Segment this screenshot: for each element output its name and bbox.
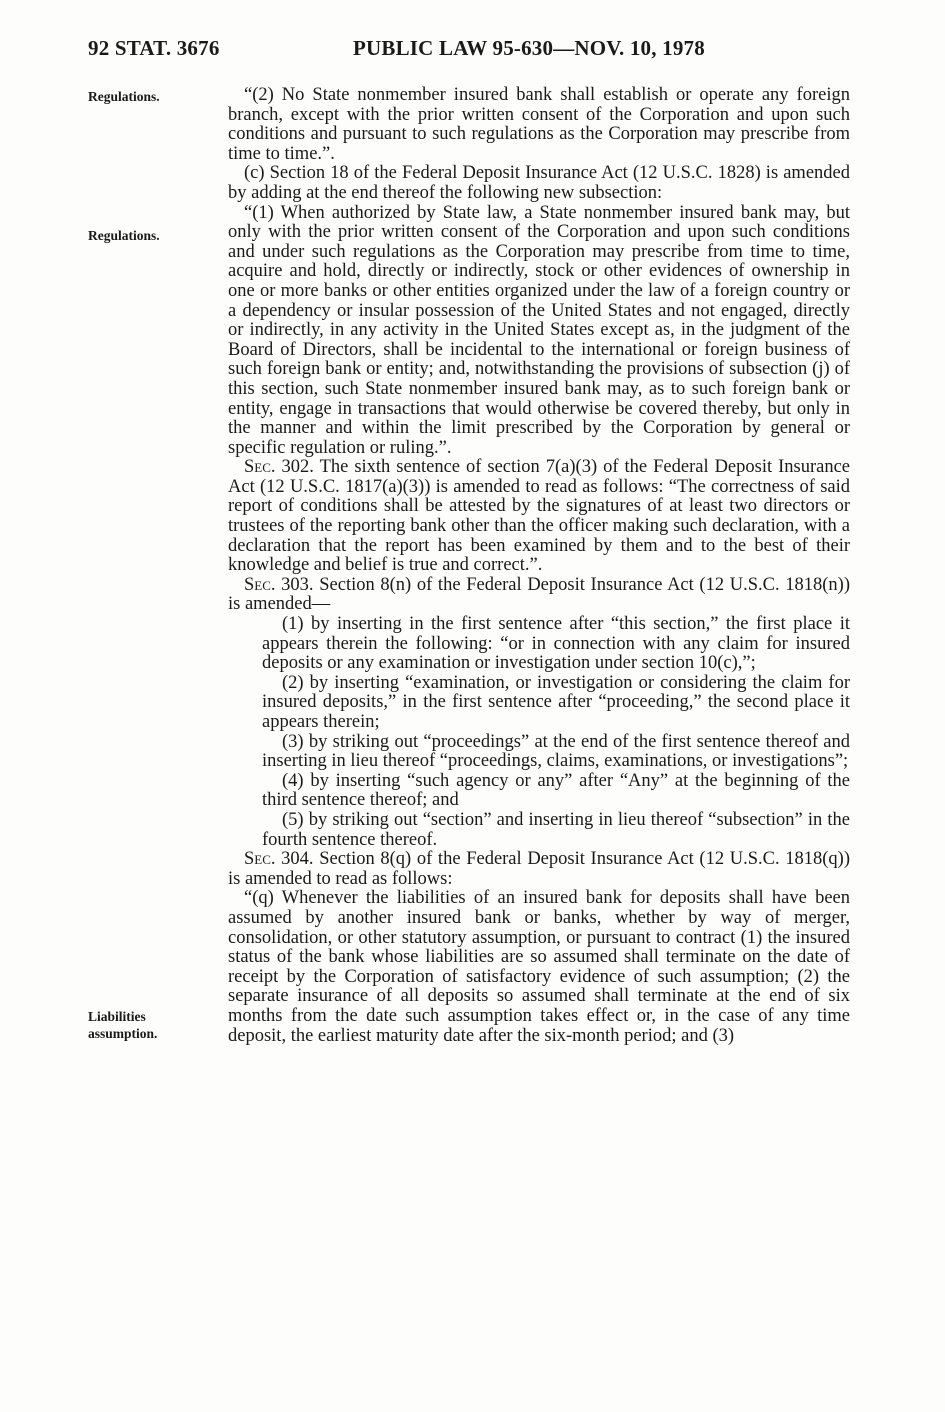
paragraph-sec-304 xyxy=(228,850,850,889)
paragraph-section-18-amendment: (c) Section 18 of the Federal Deposit Insurance Act (12 U.S.C. 1828) is amended by adding at the end thereof the following new subsection: xyxy=(228,163,850,203)
sec-303-item-5: (5) by striking out “section” and inserting in lieu thereof “subsection” in the fourth sentence thereof. xyxy=(262,809,850,850)
margin-note-liabilities-line2: assumption. xyxy=(88,1026,158,1041)
margin-note-regulations-2: Regulations. xyxy=(88,228,160,243)
sec-303-label: Sec. 303. xyxy=(244,574,314,595)
paragraph-sec-302 xyxy=(228,458,850,576)
sec-303-text: Section 8(n) of the Federal Deposit Insurance Act (12 U.S.C. 1818(n)) is amended— xyxy=(228,574,851,615)
body-text xyxy=(228,86,850,1046)
sec-303-item-2: (2) by inserting “examination, or investigation or considering the claim for insured deposits,” in the first sentence after “proceeding,” the second place it appears therein; xyxy=(262,672,850,732)
margin-note-liabilities xyxy=(88,1008,208,1042)
sec-302-text: The sixth sentence of section 7(a)(3) of the Federal Deposit Insurance Act (12 U.S.C. 1817(a)(3)) is amended to read as follows: “The correctness of said report of conditions shall be attested by the signatures of at least two directors or trustees of the reporting bank other than the officer making such declaration, with a declaration that the report has been examined by them and to the best of their knowledge and belief is true and correct.”. xyxy=(228,457,851,576)
sec-303-item-1: (1) by inserting in the first sentence after “this section,” the first place it appears therein the following: “or in connection with any claim for insured deposits or any examination or investigation under section 10(c),”; xyxy=(262,614,850,674)
margin-note-regulations-1: Regulations. xyxy=(88,89,160,104)
sec-303-item-4: (4) by inserting “such agency or any” after “Any” at the beginning of the third sentence thereof; and xyxy=(262,770,850,811)
sec-302-label: Sec. 302. xyxy=(244,457,314,478)
margin-note-liabilities-line1: Liabilities xyxy=(88,1009,146,1024)
paragraph-sec-303 xyxy=(228,576,850,615)
public-law-title: PUBLIC LAW 95-630—NOV. 10, 1978 xyxy=(353,36,705,60)
paragraph-subsection-l: “(1) When authorized by State law, a State nonmember insured bank may, but only with the prior written consent of the Corporation and upon such conditions and under such regulations as the Corporation may prescribe from time to time, acquire and hold, directly or indirectly, stock or other evidences of ownership in one or more banks or other entities organized under the law of a foreign country or a dependency or insular possession of the United States and not engaged, directly or indirectly, in any activity in the United States except as, in the judgment of the Board of Directors, shall be incidental to the international or foreign business of such foreign bank or entity; and, notwithstanding the provisions of subsection (j) of this section, such State nonmember insured bank may, as to such foreign bank or entity, engage in transactions that would otherwise be covered thereby, but only in the manner and within the limit prescribed by the Corporation by general or specific regulation or ruling.”. xyxy=(228,202,850,458)
page-header xyxy=(88,36,858,66)
paragraph-subsection-q: “(q) Whenever the liabilities of an insured bank for deposits shall have been assumed by another insured bank or banks, whether by way of merger, consolidation, or other statutory assumption, or pursuant to contract (1) the insured status of the bank whose liabilities are so assumed shall terminate on the date of receipt by the Corporation of satisfactory evidence of such assumption; (2) the separate insurance of all deposits so assumed shall terminate at the end of six months from the date such assumption takes effect or, in the case of any time deposit, the earliest maturity date after the six-month period; and (3) xyxy=(228,888,850,1046)
sec-303-item-3: (3) by striking out “proceedings” at the end of the first sentence thereof and inserting in lieu thereof “proceedings, claims, examinations, or investigations”; xyxy=(262,731,850,772)
sec-304-text: Section 8(q) of the Federal Deposit Insurance Act (12 U.S.C. 1818(q)) is amended to read as follows: xyxy=(228,849,851,889)
sec-304-label: Sec. 304. xyxy=(244,849,314,870)
paragraph-foreign-branch: “(2) No State nonmember insured bank shall establish or operate any foreign branch, except with the prior written consent of the Corporation and upon such conditions and pursuant to such regulations as the Corporation may prescribe from time to time.”. xyxy=(228,85,850,164)
stat-page-number: 92 STAT. 3676 xyxy=(88,36,220,60)
